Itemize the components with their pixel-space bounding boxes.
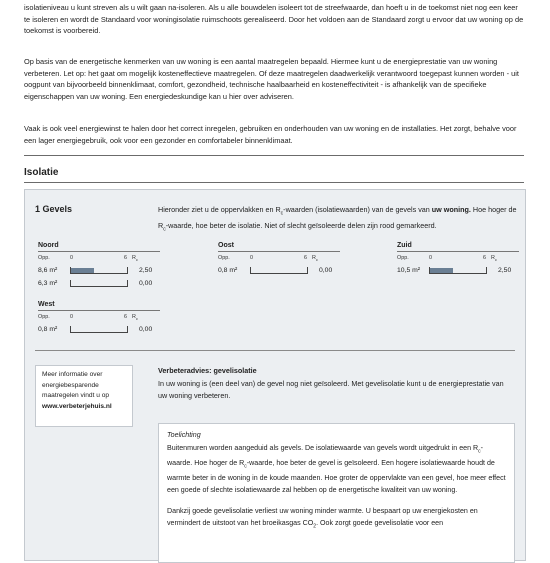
more-info-link[interactable]: www.verbeterjehuis.nl (42, 402, 112, 410)
toelichting-heading: Toelichting (167, 431, 201, 439)
rc-value: 0,00 (139, 280, 153, 287)
advice-title: Verbeteradvies: gevelisolatie (158, 366, 257, 375)
scale-header: Opp. 0 6 $R_c$ (38, 255, 138, 263)
measure-row (218, 267, 340, 277)
toelichting-paragraph-2: Dankzij goede gevelisolatie verliest uw woning minder warmte. U bespaart op uw energiekosten en vermindert de uitstoot van het broeikasgas $CO_2$. Ook zorgt goede gevelisolatie voor een (167, 506, 478, 529)
panel-intro: Hieronder ziet u de oppervlakken en $R_c$-waarden (isolatiewaarden) van de gevels van uw woning. Hoe hoger de $R_c$-waarde, hoe beter de isolatie. Niet of slecht geïsoleerde delen zijn rood gemarkeerd. (158, 205, 517, 233)
scale-header: Opp. 0 6 $R_c$ (38, 314, 138, 322)
facade-name: Oost (218, 242, 234, 249)
panel-title: 1 Gevels (35, 204, 73, 214)
facade-name: West (38, 301, 55, 308)
measure-row (38, 267, 160, 277)
scale-header: Opp. 0 6 $R_c$ (397, 255, 497, 263)
rc-scale-bar (70, 326, 128, 333)
rc-scale-bar (70, 280, 128, 287)
intro-paragraph-3: Vaak is ook veel energiewinst te halen door het correct inregelen, gebruiken en onderhouden van uw woning en de installaties. Het zorgt, behalve voor een lager energiegebruik, ook voor een gezonder en comfortabeler binnenklimaat. (24, 124, 517, 145)
more-info-text: Meer informatie over energiebesparende maatregelen vindt u op (42, 371, 110, 399)
rc-value: 2,50 (498, 267, 512, 274)
area-value: 0,8 m² (218, 267, 238, 274)
gevels-panel (24, 189, 526, 561)
facade-rule (38, 310, 160, 311)
panel-divider (35, 350, 515, 351)
measure-row (397, 267, 519, 277)
intro-paragraph-1: isolatieniveau u kunt streven als u wilt gaan na-isoleren. Als u alle bouwdelen isoleert tot de streefwaarde, dan hoeft u in de toekomst niet nog een keer te isoleren en wordt de Standaard voor woningisolatie ruimschoots gerealiseerd. Door het voldoen aan de Standaard zorgt u ervoor dat uw woning op de toekomst is voorbereid. (24, 3, 524, 35)
intro-paragraph-2: Op basis van de energetische kenmerken van uw woning is een aantal maatregelen bepaald. Hiermee kunt u de energieprestatie van uw woning verbeteren. Let op: het gaat om mogelijk kosteneffectieve maatregelen. Of deze maatregelen daadwerkelijk verantwoord toegepast kunnen worden - uit oogpunt van bijvoorbeeld binnenklimaat, comfort, gezondheid, technische haalbaarheid en kosteneffectiviteit - is afhankelijk van de specifieke eigenschappen van uw woning. Een energiedeskundige kan u hier over adviseren. (24, 57, 519, 101)
rc-value: 2,50 (139, 267, 153, 274)
advice-text: In uw woning is (een deel van) de gevel nog niet geïsoleerd. Met gevelisolatie kunt u de energieprestatie van uw woning verbeteren. (158, 379, 504, 400)
measure-row (38, 326, 160, 336)
section-title: Isolatie (24, 167, 59, 178)
section-divider-bottom (24, 182, 524, 183)
area-value: 0,8 m² (38, 326, 58, 333)
rc-scale-bar (250, 267, 308, 274)
rc-fill (430, 268, 453, 273)
facade-rule (397, 251, 519, 252)
rc-value: 0,00 (139, 326, 153, 333)
more-info-box (35, 365, 133, 427)
rc-fill (71, 268, 94, 273)
facade-name: Noord (38, 242, 59, 249)
rc-value: 0,00 (319, 267, 333, 274)
scale-header: Opp. 0 6 $R_c$ (218, 255, 318, 263)
section-divider-top (24, 155, 524, 156)
toelichting-paragraph-1: Buitenmuren worden aangeduid als gevels. De isolatiewaarde van gevels wordt uitgedrukt in een $R_c$-waarde. Hoe hoger de $R_c$-waarde, hoe beter de gevel is geïsoleerd. Een hogere isolatiewaarde houdt de warmte beter in de woning in de koude maanden. Hoe groter de oppervlakte van een gevel, hoe meer effect een goede of slechte isolatiewaarde zal hebben op de energetische kwaliteit van uw woning. (167, 443, 506, 494)
facade-name: Zuid (397, 242, 412, 249)
rc-scale-bar (70, 267, 128, 274)
toelichting-box (158, 423, 515, 563)
area-value: 10,5 m² (397, 267, 421, 274)
facade-rule (218, 251, 340, 252)
facade-rule (38, 251, 160, 252)
area-value: 6,3 m² (38, 280, 58, 287)
measure-row (38, 280, 160, 290)
rc-scale-bar (429, 267, 487, 274)
area-value: 8,6 m² (38, 267, 58, 274)
